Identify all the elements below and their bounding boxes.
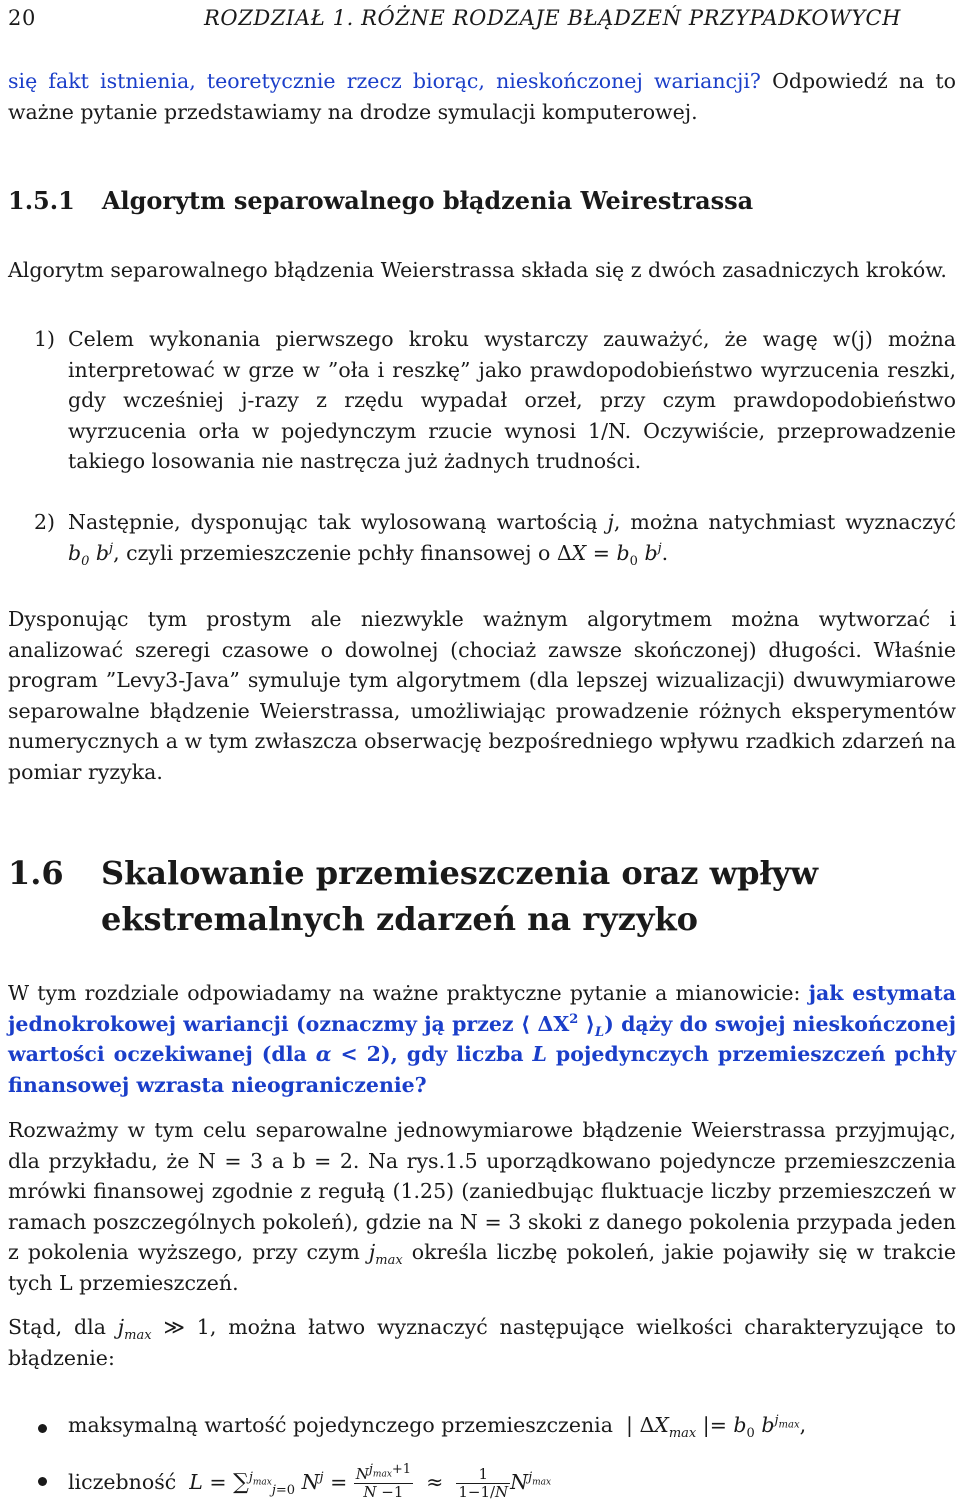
algorithm-paragraph: Dysponując tym prostym ale niezwykle ważnym algorytmem można wytworzać i analizować szeregi czasowe o dowolnej (chociaż zawsze skończonej) długości. Właśnie program ”Levy3-Java” symuluje tym algorytmem (dla lepszej wizualizacji) dwuwymiarowe separowalne błądzenie Weierstrassa, umożliwiając prowadzenie różnych eksperymentów numerycznych a w tym zwłaszcza obserwację bezpośredniego wpływu rzadkich zdarzeń na pomiar ryzyka.	[8, 607, 956, 784]
hence-text-b: ≫ 1, można łatwo wyznaczyć następujące wielkości charakteryzujące to błądzenie:	[8, 1315, 956, 1370]
consider-paragraph	[8, 1115, 956, 1298]
step-1	[8, 324, 956, 477]
running-header	[8, 6, 956, 36]
consider-text-end: określa liczbę pokoleń, jakie pojawiły się w trakcie tych L przemieszczeń.	[8, 1240, 956, 1295]
step-1-label: 1)	[34, 327, 56, 351]
math-L: L	[532, 1042, 547, 1066]
bullet-2-text: liczebność	[68, 1470, 177, 1494]
bullet-dot	[38, 1477, 47, 1486]
math-sq: 2	[569, 1011, 579, 1027]
step-2-label: 2)	[34, 510, 56, 534]
bullet-count	[8, 1462, 956, 1501]
fraction-1: $\frac{N^{j_{max}+1}}{N -1}$	[355, 1462, 412, 1501]
question-a: jak estymata jednokrokowej wariancji (oznaczmy ją przez ⟨ ΔX	[8, 981, 957, 1036]
consider-text: Rozważmy w tym celu separowalne jednowymiarowe błądzenie Weierstrassa przyjmując, dla przykładu, że N = 3 a b = 2. Na rys.1.5 uporządkowano pojedyncze przemieszczenia mrówki finansowej zgodnie z regułą (1.25) (zaniedbując fluktuacje liczby przemieszczeń w ramach poszczególnych pokoleń), gdzie na N = 3 skoki z danego pokolenia przypada jeden z pokolenia wyższego, przy czym	[8, 1118, 956, 1264]
subsection-title: Algorytm separowalnego błądzenia Weirestrassa	[101, 186, 754, 215]
step-2-text-a: Następnie, dysponując tak wylosowaną wartością	[68, 510, 608, 534]
math-max-displacement: | $\Delta X_{max}$ |= $b_0$ $b^{j_{max}}$,	[619, 1413, 807, 1442]
math-L-sub: L	[594, 1024, 605, 1040]
section-intro-text: W tym rozdziale odpowiadamy na ważne praktyczne pytanie a mianowicie:	[8, 981, 809, 1005]
bullet-1-text: maksymalną wartość pojedynczego przemieszczenia	[68, 1413, 613, 1437]
step-2-text-b: , można natychmiast wyznaczyć	[613, 510, 956, 534]
subsection-intro: Algorytm separowalnego błądzenia Weierstrassa składa się z dwóch zasadniczych kroków.	[8, 258, 947, 282]
section-intro	[8, 978, 956, 1100]
step-1-text: Celem wykonania pierwszego kroku wystarczy zauważyć, że wagę w(j) można interpretować w grze w ”oła i reszkę” jako prawdopodobieństwo wyrzucenia reszki, gdy wcześniej j-razy z rzędu wypadał orzeł, przy czym prawdopodobieństwo wyrzucenia orła w pojedynczym rzucie wynosi 1/N. Oczywiście, przeprowadzenie takiego losowania nie nastręcza już żadnych trudności.	[68, 327, 956, 473]
page-number: 20	[8, 6, 36, 30]
bullet-max-displacement	[8, 1413, 956, 1442]
intro-rest: Odpowiedź na to ważne pytanie przedstawiamy na drodze symulacji komputerowej.	[8, 69, 956, 124]
hence-text-a: Stąd, dla	[8, 1315, 118, 1339]
math-jmax-2: $j_{max}$	[117, 1315, 152, 1344]
hence-paragraph	[8, 1312, 956, 1373]
math-count-formula: L = ∑$^{j_{max}}_{j=0}$ $N^j$ = $\frac{N^{j_{max}+1}}{N -1}$ ≈ $\frac{1}{1-1/N}$ $N^{j_{max}}$	[189, 1462, 552, 1501]
bullet-dot	[38, 1424, 47, 1433]
subsection-number: 1.5.1	[8, 186, 75, 215]
step-2-text-c: , czyli przemieszczenie pchły finansowej o	[113, 540, 557, 565]
math-alpha: α	[315, 1042, 332, 1066]
question-d: < 2), gdy liczba	[331, 1042, 533, 1066]
fraction-2: $\frac{1}{1-1/N}$	[458, 1465, 509, 1501]
math-jmax: $j_{max}$	[368, 1240, 403, 1269]
math-j: j	[607, 510, 614, 534]
intro-question: się fakt istnienia, teoretycznie rzecz biorąc, nieskończonej wariancji?	[8, 69, 761, 93]
subsection-heading	[8, 186, 956, 215]
section-title: Skalowanie przemieszczenia oraz wpływ ekstremalnych zdarzeń na ryzyko	[101, 854, 818, 938]
section-heading	[8, 850, 956, 942]
question-e: pojedynczych przemieszczeń pchły finansowej wzrasta nieograniczenie?	[8, 1042, 956, 1097]
section-number: 1.6	[8, 854, 64, 892]
step-2	[8, 507, 956, 568]
question-c: ) dąży do swojej nieskończonej wartości oczekiwanej (dla	[8, 1011, 956, 1066]
math-delta-x: $\Delta X = b_0$ $b^j$	[556, 540, 662, 569]
question-b: ⟩	[578, 1011, 595, 1036]
math-b0-bj: $b_0$ $b^j$	[68, 540, 114, 569]
chapter-title: ROZDZIAŁ 1. RÓŻNE RODZAJE BŁĄDZEŃ PRZYPADKOWYCH	[204, 6, 902, 30]
intro-paragraph	[8, 66, 956, 127]
step-2-text-d: .	[661, 540, 669, 565]
